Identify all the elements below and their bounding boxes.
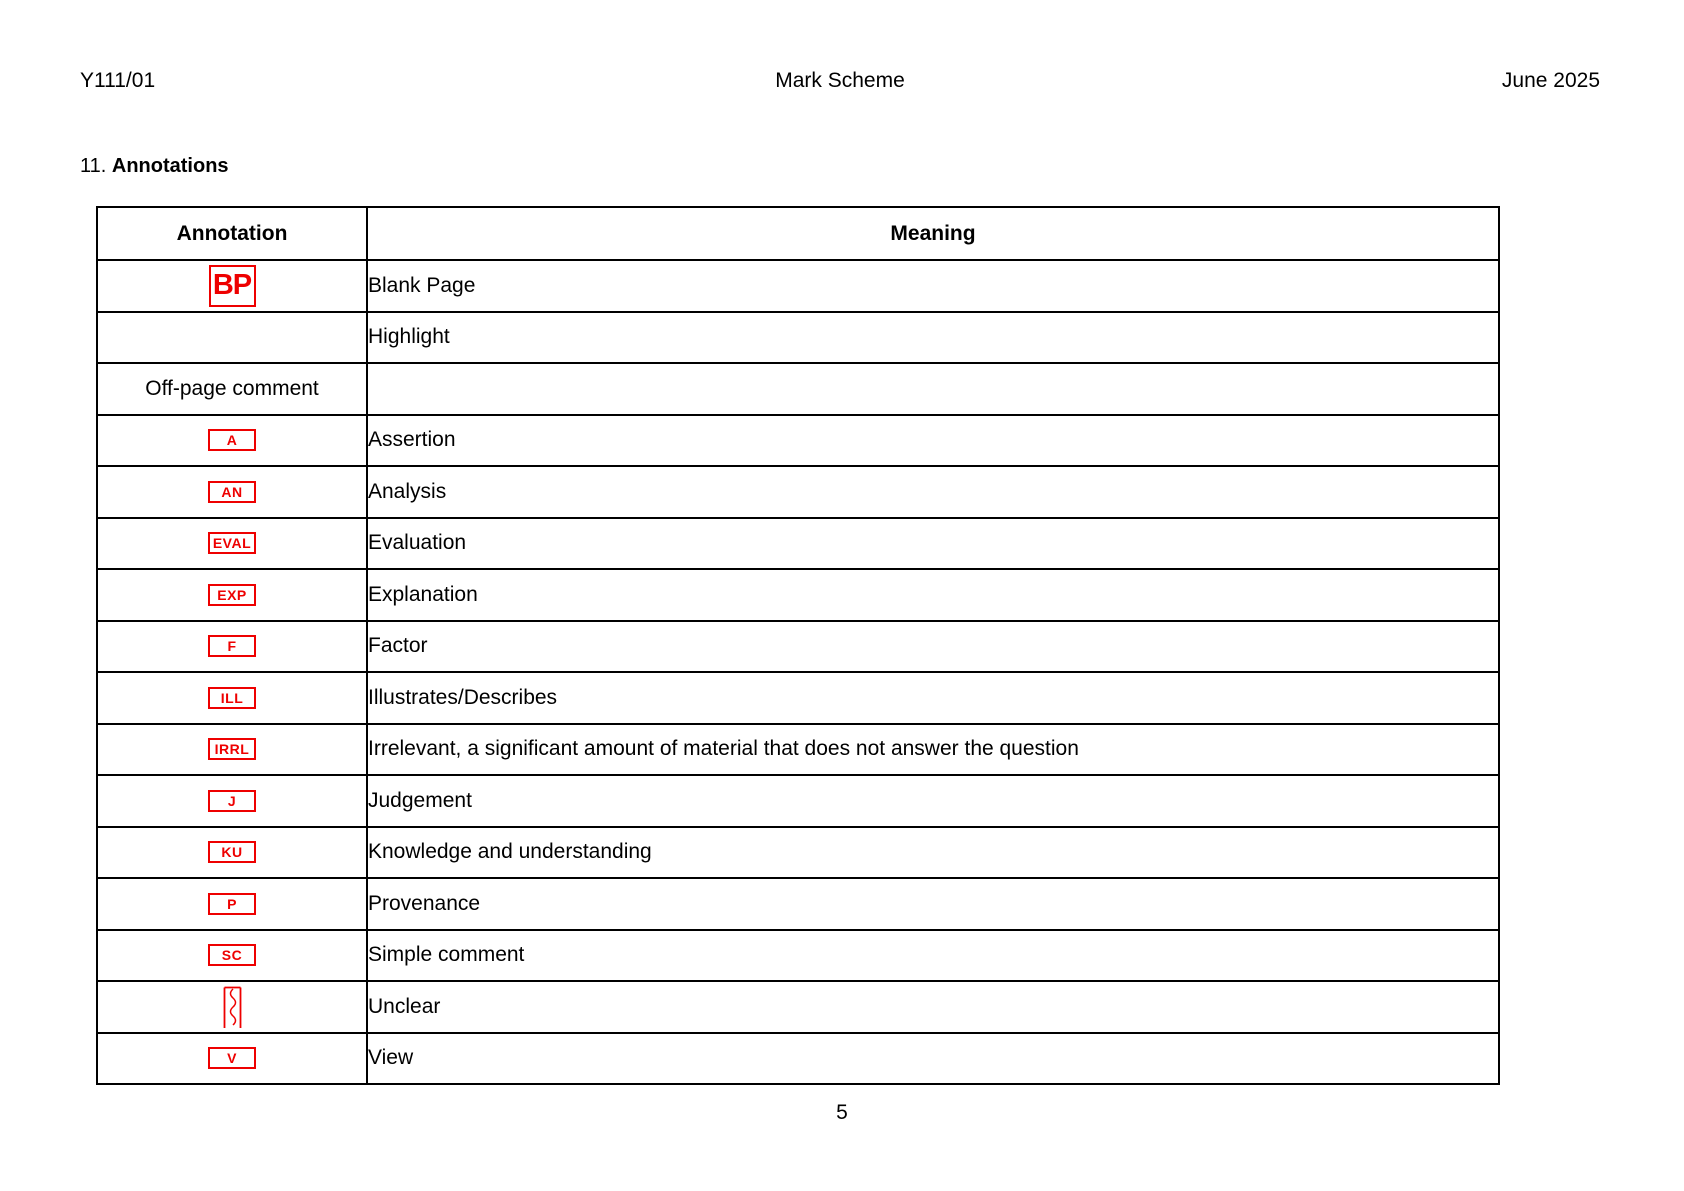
annotations-table [96,206,1500,1085]
annotation-cell [97,930,367,982]
annotation-cell [97,466,367,518]
annotation-cell [97,981,367,1033]
running-header [0,0,1684,93]
table-row [97,363,1499,415]
annotation-cell [97,724,367,776]
unclear-squiggle-icon [222,986,243,1028]
annotation-cell [97,672,367,724]
table-row [97,1033,1499,1085]
table-row [97,312,1499,364]
ku-stamp-icon: KU [208,841,256,863]
meaning-cell: Analysis [367,466,1499,518]
table-row [97,827,1499,879]
a-stamp-icon: A [208,429,256,451]
table-row [97,518,1499,570]
meaning-cell: Highlight [367,312,1499,364]
annotation-cell [97,1033,367,1085]
table-row [97,724,1499,776]
annotation-cell [97,621,367,673]
meaning-cell: Provenance [367,878,1499,930]
meaning-cell: Factor [367,621,1499,673]
bp-stamp-icon: BP [209,265,256,307]
section-heading [80,155,1684,178]
annotation-column-header: Annotation [97,207,367,260]
meaning-cell: Evaluation [367,518,1499,570]
header-doc-code: Y111/01 [80,69,156,92]
annotation-cell [97,827,367,879]
annotation-cell [97,775,367,827]
table-row [97,621,1499,673]
meaning-cell: Explanation [367,569,1499,621]
off-page-comment-label: Off-page comment [145,376,319,400]
annotation-cell [97,569,367,621]
meaning-cell: Unclear [367,981,1499,1033]
annotations-table-header [97,207,1499,260]
table-header-row [97,207,1499,260]
annotation-cell [97,312,367,364]
ill-stamp-icon: ILL [208,687,256,709]
p-stamp-icon: P [208,893,256,915]
v-stamp-icon: V [208,1047,256,1069]
meaning-cell: Knowledge and understanding [367,827,1499,879]
section-number: 11. [80,155,107,178]
table-row [97,260,1499,312]
eval-stamp-icon: EVAL [208,532,256,554]
irrl-stamp-icon: IRRL [208,738,256,760]
table-row [97,466,1499,518]
table-row [97,981,1499,1033]
header-doc-date: June 2025 [1501,69,1601,92]
meaning-cell: Irrelevant, a significant amount of material that does not answer the question [367,724,1499,776]
table-row [97,878,1499,930]
meaning-cell [367,363,1499,415]
section-title: Annotations [111,155,229,178]
table-row [97,569,1499,621]
j-stamp-icon: J [208,790,256,812]
page-number: 5 [836,1101,848,1125]
annotation-cell [97,878,367,930]
sc-stamp-icon: SC [208,944,256,966]
table-row [97,775,1499,827]
exp-stamp-icon: EXP [208,584,256,606]
meaning-cell: View [367,1033,1499,1085]
table-row [97,415,1499,467]
annotation-cell [97,415,367,467]
meaning-cell: Judgement [367,775,1499,827]
meaning-column-header: Meaning [367,207,1499,260]
annotations-table-body [97,260,1499,1084]
f-stamp-icon: F [208,635,256,657]
meaning-cell: Blank Page [367,260,1499,312]
table-row [97,672,1499,724]
meaning-cell: Assertion [367,415,1499,467]
header-doc-title: Mark Scheme [775,69,905,92]
an-stamp-icon: AN [208,481,256,503]
meaning-cell: Simple comment [367,930,1499,982]
table-row [97,930,1499,982]
meaning-cell: Illustrates/Describes [367,672,1499,724]
annotation-cell [97,518,367,570]
annotation-cell [97,363,367,415]
annotation-cell [97,260,367,312]
